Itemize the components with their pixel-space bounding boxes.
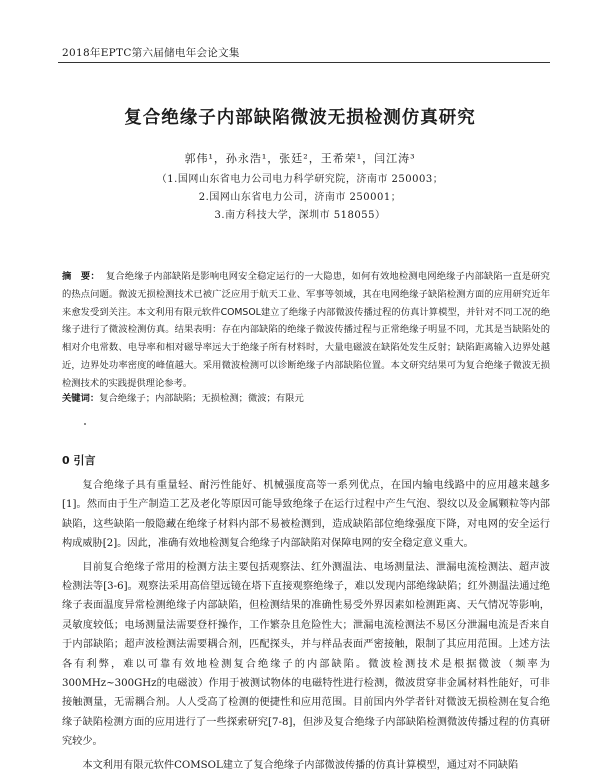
paper-title: 复合绝缘子内部缺陷微波无损检测仿真研究 bbox=[124, 108, 476, 128]
affiliation-2: 2.国网山东省电力公司，济南市 250001； bbox=[198, 192, 402, 203]
body-paragraph-2: 目前复合绝缘子常用的检测方法主要包括观察法、红外测温法、电场测量法、泄漏电流检测法、超声波检测法等[3-6]。观察法采用高倍望远镜在塔下直接观察绝缘子，难以发现内部绝缘缺陷；红外测温法通过绝缘子表面温度异常检测绝缘子内部缺陷，但检测结果的准确性易受外界因素如检测距离、天气情况等影响，灵敏度较低；电场测量法需要登杆操作，工作繁杂且危险性大；泄漏电流检测法不易区分泄漏电流是否来自于内部缺陷；超声波检测法需要耦合剂，匹配探头，并与样品表面严密接触，限制了其应用范围。上述方法各有利弊，难以可靠有效地检测复合绝缘子的内部缺陷。微波检测技术是根据微波（频率为300MHz~300GHz的电磁波）作用于被测试物体的电磁特性进行检测，微波贯穿非金属材料性能好，可非接触测量，无需耦合剂。人人受高了检测的便捷性和应用范围。目前国内外学者针对微波无损检测在复合绝缘子缺陷检测方面的应用进行了一些探索研究[7-8]，但涉及复合绝缘子内部缺陷检测微波传播过程的仿真研究较少。 bbox=[62, 561, 550, 748]
keywords-label: 关键词： bbox=[62, 393, 100, 404]
affiliation-1: （1.国网山东省电力公司电力科学研究院，济南市 250003； bbox=[156, 174, 444, 185]
body-paragraph-1: 复合绝缘子具有重量轻、耐污性能好、机械强度高等一系列优点，在国内输电线路中的应用越来越多[1]。然而由于生产制造工艺及老化等原因可能导致绝缘子在运行过程中产生气泡、裂纹以及金属颗粒等内部缺陷，这些缺陷一般隐藏在绝缘子材料内部不易被检测到，造成缺陷部位绝缘强度下降，对电网的安全运行构成威胁[2]。因此，准确有效地检测复合绝缘子内部缺陷对保障电网的安全稳定意义重大。 bbox=[62, 480, 550, 550]
abstract-label: 摘 要： bbox=[62, 271, 100, 282]
body-paragraph-3: 本文利用有限元软件COMSOL建立了复合绝缘子内部微波传播的仿真计算模型，通过对不同缺陷 bbox=[82, 759, 519, 771]
abstract-text: 复合绝缘子内部缺陷是影响电网安全稳定运行的一大隐患，如何有效地检测电网绝缘子内部缺陷一直是研究的热点问题。微波无损检测技术已被广泛应用于航天工业、军事等领域，其在电网绝缘子缺陷检测方面的应用研究近年来愈发受到关注。本文利用有限元软件COMSOL建立了绝缘子内部微波传播过程的仿真计算模型，并针对不同工况的绝缘子进行了微波检测仿真。结果表明：存在内部缺陷的绝缘子微波传播过程与正常绝缘子明显不同，尤其是当缺陷处的相对介电常数、电导率和相对磁导率远大于绝缘子所有材料时，大量电磁波在缺陷处发生反射；缺陷距离输入边界处越近，边界处功率密度的峰值越大。采用微波检测可以诊断绝缘子内部缺陷位置。本文研究结果可为复合绝缘子微波无损检测技术的实践提供理论参考。 bbox=[62, 271, 550, 389]
running-header: 2018年EPTC第六届储电年会论文集 bbox=[62, 47, 240, 59]
author-list: 郭伟¹，孙永浩¹，张廷²，王希荣¹，闫江涛³ bbox=[184, 152, 416, 165]
keywords-text: 复合绝缘子；内部缺陷；无损检测；微波；有限元 bbox=[99, 393, 304, 404]
section-heading: 0 引言 bbox=[62, 454, 96, 467]
header-rule bbox=[58, 62, 550, 63]
body-text bbox=[62, 476, 550, 779]
affiliation-3: 3.南方科技大学，深圳市 518055） bbox=[214, 210, 386, 221]
stray-dot bbox=[84, 423, 86, 425]
keywords bbox=[62, 390, 550, 404]
abstract bbox=[62, 268, 550, 393]
